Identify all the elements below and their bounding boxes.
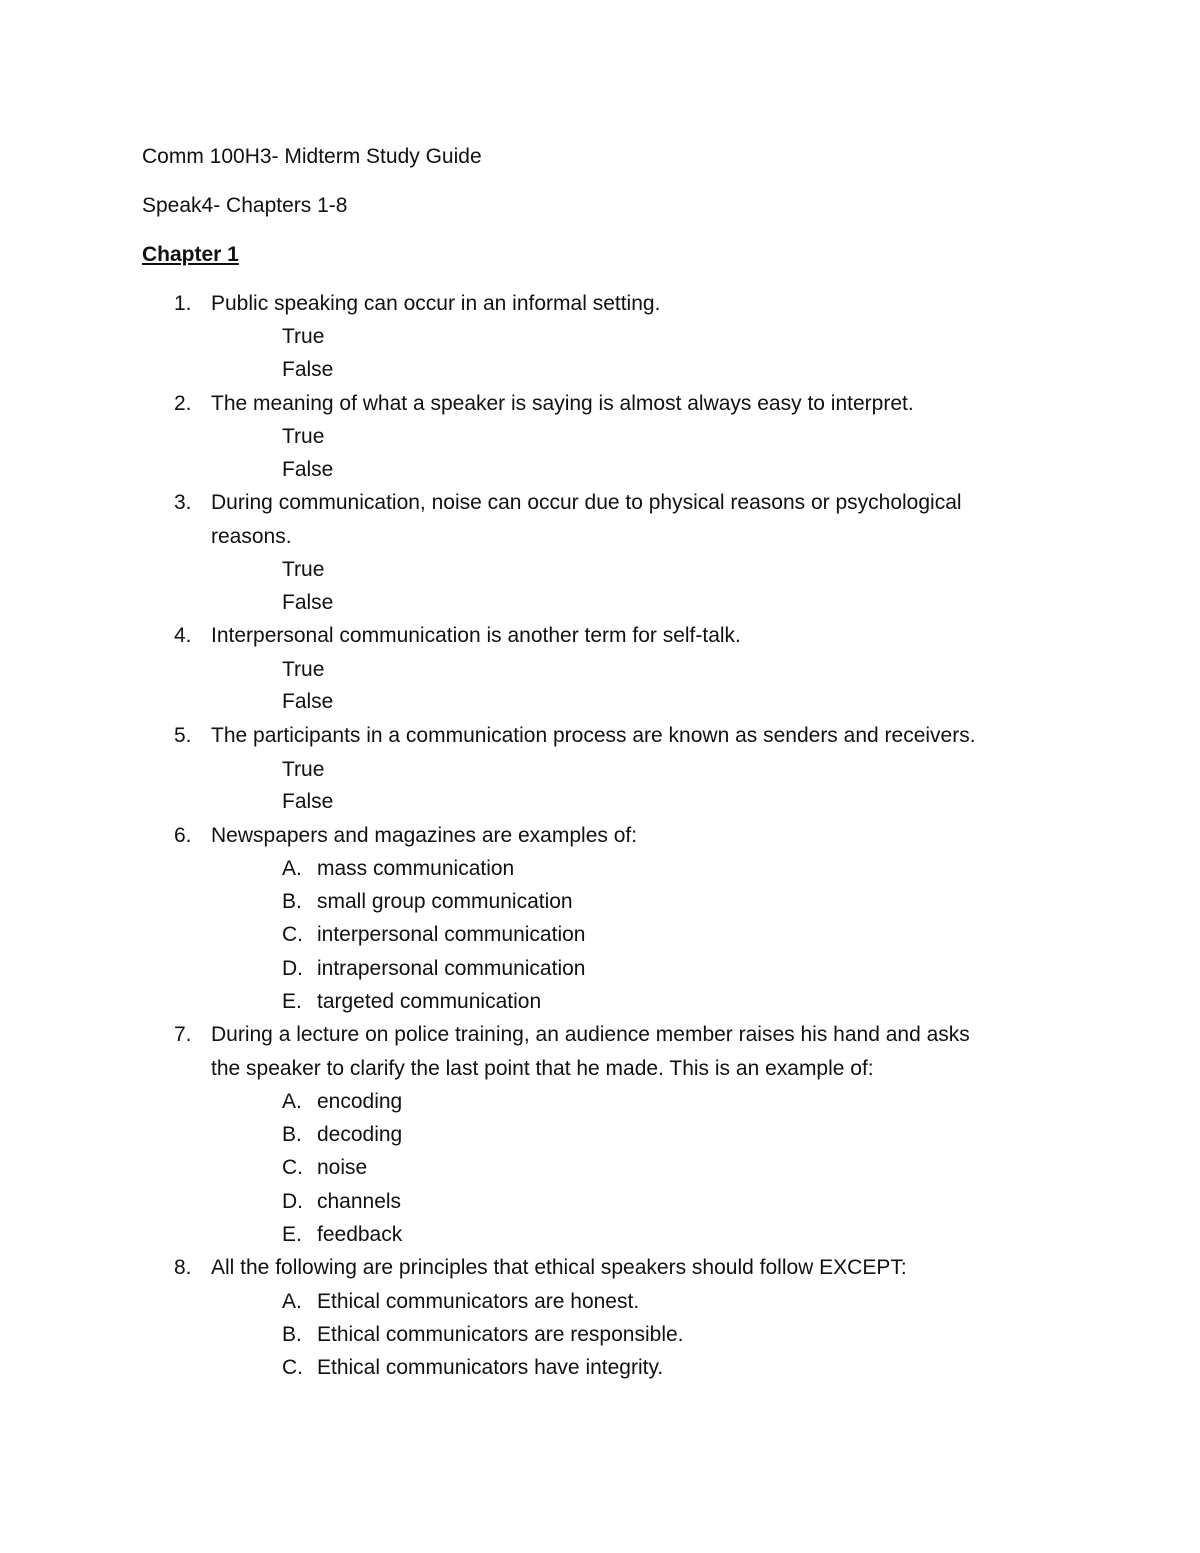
option-letter: A. xyxy=(282,1090,302,1113)
question-6 xyxy=(174,823,1054,849)
option-text: noise xyxy=(317,1156,368,1179)
document-subtitle: Speak4- Chapters 1-8 xyxy=(142,194,348,217)
option-text: decoding xyxy=(317,1123,403,1146)
question-text: Interpersonal communication is another term for self-talk. xyxy=(211,624,741,647)
option-d xyxy=(282,1189,401,1215)
question-number: 3. xyxy=(174,491,192,514)
choice-true: True xyxy=(282,658,325,681)
option-text: Ethical communicators have integrity. xyxy=(317,1356,664,1379)
choice-false: False xyxy=(282,790,334,813)
option-text: targeted communication xyxy=(317,990,542,1013)
option-d xyxy=(282,956,585,982)
question-number: 1. xyxy=(174,292,192,315)
option-text: mass communication xyxy=(317,857,515,880)
question-text-continued: reasons. xyxy=(211,525,292,548)
choice-true: True xyxy=(282,425,325,448)
option-text: Ethical communicators are responsible. xyxy=(317,1323,684,1346)
question-number: 6. xyxy=(174,824,192,847)
question-4 xyxy=(174,623,1054,649)
option-letter: C. xyxy=(282,923,303,946)
question-number: 2. xyxy=(174,392,192,415)
question-text-continued: the speaker to clarify the last point that he made. This is an example of: xyxy=(211,1057,874,1080)
option-e xyxy=(282,989,541,1015)
option-text: encoding xyxy=(317,1090,403,1113)
question-number: 8. xyxy=(174,1256,192,1279)
choice-false: False xyxy=(282,690,334,713)
option-text: Ethical communicators are honest. xyxy=(317,1290,640,1313)
question-text: During a lecture on police training, an audience member raises his hand and asks xyxy=(211,1023,970,1046)
choice-false: False xyxy=(282,458,334,481)
option-a xyxy=(282,1289,639,1315)
question-number: 4. xyxy=(174,624,192,647)
choice-true: True xyxy=(282,758,325,781)
option-letter: C. xyxy=(282,1356,303,1379)
option-a xyxy=(282,1089,402,1115)
option-text: channels xyxy=(317,1190,402,1213)
option-letter: A. xyxy=(282,857,302,880)
option-letter: A. xyxy=(282,1290,302,1313)
option-letter: E. xyxy=(282,990,302,1013)
question-number: 7. xyxy=(174,1023,192,1046)
option-e xyxy=(282,1222,402,1248)
option-letter: B. xyxy=(282,890,302,913)
option-letter: D. xyxy=(282,1190,303,1213)
question-text: Newspapers and magazines are examples of: xyxy=(211,824,638,847)
option-letter: C. xyxy=(282,1156,303,1179)
question-text: Public speaking can occur in an informal setting. xyxy=(211,292,661,315)
question-number: 5. xyxy=(174,724,192,747)
question-5 xyxy=(174,723,1054,749)
question-1 xyxy=(174,291,1054,317)
option-text: interpersonal communication xyxy=(317,923,586,946)
question-7 xyxy=(174,1022,1054,1080)
question-text: The meaning of what a speaker is saying is almost always easy to interpret. xyxy=(211,392,914,415)
choice-true: True xyxy=(282,558,325,581)
choice-false: False xyxy=(282,358,334,381)
choice-false: False xyxy=(282,591,334,614)
option-c xyxy=(282,922,585,948)
option-c xyxy=(282,1355,663,1381)
option-text: small group communication xyxy=(317,890,573,913)
option-text: feedback xyxy=(317,1223,403,1246)
option-letter: B. xyxy=(282,1323,302,1346)
option-c xyxy=(282,1155,367,1181)
option-b xyxy=(282,1122,402,1148)
option-text: intrapersonal communication xyxy=(317,957,586,980)
option-letter: D. xyxy=(282,957,303,980)
question-text: The participants in a communication process are known as senders and receivers. xyxy=(211,724,976,747)
option-letter: B. xyxy=(282,1123,302,1146)
choice-true: True xyxy=(282,325,325,348)
question-text: All the following are principles that ethical speakers should follow EXCEPT: xyxy=(211,1256,907,1279)
question-text: During communication, noise can occur due to physical reasons or psychological xyxy=(211,491,962,514)
option-b xyxy=(282,889,573,915)
option-a xyxy=(282,856,514,882)
option-letter: E. xyxy=(282,1223,302,1246)
document-title: Comm 100H3- Midterm Study Guide xyxy=(142,145,482,168)
chapter-heading: Chapter 1 xyxy=(142,243,239,266)
question-3 xyxy=(174,490,1054,548)
question-8 xyxy=(174,1255,1054,1281)
question-2 xyxy=(174,391,1054,417)
option-b xyxy=(282,1322,684,1348)
